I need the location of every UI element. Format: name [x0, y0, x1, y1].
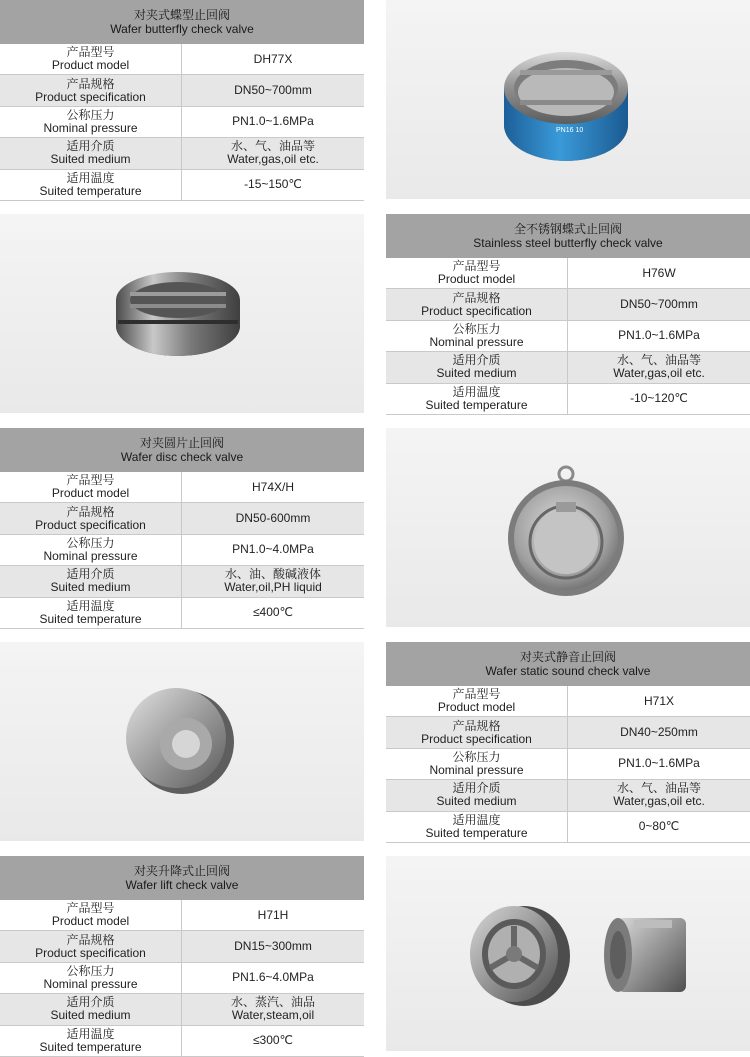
- valve-photo-4: [0, 642, 364, 841]
- row-label-zh: 产品型号: [66, 901, 115, 916]
- row-label-en: Product model: [437, 272, 516, 287]
- table-row: [0, 598, 364, 629]
- table-row: [386, 749, 750, 780]
- row-value: DH77X: [253, 51, 293, 66]
- row-label-en: Product model: [51, 914, 130, 929]
- row-value: PN1.0~1.6MPa: [618, 756, 700, 771]
- spec-table-wafer-lift: [0, 856, 364, 1057]
- row-value: H76W: [642, 265, 676, 280]
- blue-valve-image: [386, 0, 750, 199]
- row-label-zh: 适用温度: [452, 384, 501, 399]
- row-value: DN50-600mm: [235, 511, 311, 526]
- row-label-en: Product model: [437, 700, 516, 715]
- table-row: [386, 812, 750, 843]
- row-label-en: Suited temperature: [425, 397, 528, 412]
- table-row: [0, 75, 364, 106]
- row-label-en: Suited medium: [50, 580, 131, 595]
- row-value: PN1.6~4.0MPa: [232, 970, 314, 985]
- row-label-en: Nominal pressure: [43, 976, 138, 991]
- table-title-zh: 全不锈钢蝶式止回阀: [513, 222, 622, 236]
- row-value-en: Water,gas,oil etc.: [227, 152, 319, 167]
- row-value: 水、蒸汽、油品: [230, 995, 315, 1010]
- table-row: [0, 566, 364, 597]
- row-label-en: Product specification: [421, 731, 532, 746]
- table-title-en: Wafer static sound check valve: [485, 664, 651, 678]
- row-label-en: Suited medium: [436, 366, 517, 381]
- row-value-en: Water,gas,oil etc.: [613, 794, 705, 809]
- row-value: DN50~700mm: [234, 83, 312, 98]
- table-row: [0, 535, 364, 566]
- row-label-zh: 适用介质: [66, 139, 115, 154]
- row-value: PN1.0~1.6MPa: [618, 328, 700, 343]
- row-label-zh: 适用温度: [66, 170, 115, 185]
- row-value: 水、气、油品等: [616, 353, 701, 368]
- row-value: H71H: [257, 907, 289, 922]
- row-label-en: Suited medium: [50, 152, 131, 167]
- table-title-en: Wafer lift check valve: [125, 878, 239, 892]
- row-label-zh: 产品型号: [66, 45, 115, 60]
- table-title-en: Wafer disc check valve: [120, 450, 244, 464]
- row-value: 水、气、油品等: [616, 781, 701, 796]
- table-row: [386, 258, 750, 289]
- table-title-en: Wafer butterfly check valve: [110, 22, 254, 36]
- spec-table-wafer-butterfly: [0, 0, 364, 201]
- table-header: [386, 642, 750, 686]
- disc-valve-image: [386, 428, 750, 627]
- table-row: [0, 44, 364, 75]
- table-row: [386, 717, 750, 748]
- table-row: [0, 170, 364, 201]
- table-row: [0, 900, 364, 931]
- valve-photo-3: [386, 428, 750, 627]
- row-label-zh: 适用温度: [66, 598, 115, 613]
- table-title-en: Stainless steel butterfly check valve: [473, 236, 663, 250]
- row-label-en: Nominal pressure: [429, 334, 524, 349]
- spec-table-stainless-butterfly: [386, 214, 750, 415]
- table-title-zh: 对夹式静音止回阀: [519, 650, 616, 664]
- row-label-en: Suited medium: [436, 794, 517, 809]
- row-label-zh: 产品型号: [452, 259, 501, 274]
- table-row: [386, 384, 750, 415]
- table-row: [0, 994, 364, 1025]
- row-label-zh: 适用温度: [66, 1026, 115, 1041]
- table-row: [0, 138, 364, 169]
- row-value: 水、气、油品等: [230, 139, 315, 154]
- row-label-zh: 产品型号: [452, 687, 501, 702]
- row-value: H71X: [643, 693, 675, 708]
- row-label-en: Product specification: [35, 945, 146, 960]
- row-label-zh: 产品规格: [66, 504, 115, 519]
- table-row: [0, 503, 364, 534]
- table-row: [386, 352, 750, 383]
- row-label-en: Product model: [51, 486, 130, 501]
- row-label-en: Product specification: [35, 517, 146, 532]
- row-label-zh: 适用介质: [66, 995, 115, 1010]
- row-label-zh: 产品规格: [452, 290, 501, 305]
- row-value: -10~120℃: [630, 391, 688, 406]
- row-label-en: Suited medium: [50, 1008, 131, 1023]
- row-label-zh: 产品规格: [452, 718, 501, 733]
- table-header: [0, 428, 364, 472]
- table-row: [386, 686, 750, 717]
- row-label-en: Product model: [51, 58, 130, 73]
- row-label-zh: 适用温度: [452, 812, 501, 827]
- row-value: PN1.0~4.0MPa: [232, 542, 314, 557]
- row-label-zh: 公称压力: [66, 107, 115, 122]
- table-title-zh: 对夹式蝶型止回阀: [133, 8, 230, 22]
- valve-photo-1: [386, 0, 750, 199]
- row-label-zh: 公称压力: [66, 963, 115, 978]
- valve-marking: PN16 10: [556, 127, 584, 134]
- row-value: DN40~250mm: [620, 725, 698, 740]
- row-value: DN15~300mm: [234, 939, 312, 954]
- row-label-en: Nominal pressure: [43, 120, 138, 135]
- table-title-zh: 对夹圆片止回阀: [139, 436, 224, 450]
- row-label-zh: 产品规格: [66, 76, 115, 91]
- valve-photo-5: [386, 856, 750, 1051]
- lift-valves-image: [386, 856, 750, 1051]
- table-row: [0, 1026, 364, 1057]
- row-value: DN50~700mm: [620, 297, 698, 312]
- table-row: [386, 289, 750, 320]
- table-row: [386, 780, 750, 811]
- table-row: [0, 931, 364, 962]
- row-value: -15~150℃: [244, 177, 302, 192]
- table-row: [0, 107, 364, 138]
- row-value-en: Water,oil,PH liquid: [224, 580, 322, 595]
- row-label-en: Nominal pressure: [429, 762, 524, 777]
- stainless-valve-image: [0, 214, 364, 413]
- table-title-zh: 对夹升降式止回阀: [133, 864, 230, 878]
- row-value-en: Water,gas,oil etc.: [613, 366, 705, 381]
- row-label-en: Suited temperature: [39, 611, 142, 626]
- row-label-en: Nominal pressure: [43, 548, 138, 563]
- row-label-zh: 产品规格: [66, 932, 115, 947]
- table-header: [0, 856, 364, 900]
- row-label-zh: 适用介质: [452, 781, 501, 796]
- row-label-en: Product specification: [421, 303, 532, 318]
- row-value-en: Water,steam,oil: [231, 1008, 315, 1023]
- row-label-zh: 适用介质: [66, 567, 115, 582]
- row-label-zh: 公称压力: [452, 749, 501, 764]
- row-label-en: Suited temperature: [425, 825, 528, 840]
- row-label-en: Product specification: [35, 89, 146, 104]
- row-value: 水、油、酸碱液体: [224, 567, 321, 582]
- row-value: 0~80℃: [638, 819, 680, 834]
- row-value: PN1.0~1.6MPa: [232, 114, 314, 129]
- row-label-zh: 产品型号: [66, 473, 115, 488]
- row-label-zh: 公称压力: [66, 535, 115, 550]
- row-label-en: Suited temperature: [39, 183, 142, 198]
- table-header: [386, 214, 750, 258]
- row-label-en: Suited temperature: [39, 1039, 142, 1054]
- table-row: [0, 963, 364, 994]
- row-value: ≤300℃: [252, 1033, 294, 1048]
- static-valve-image: [0, 642, 364, 841]
- row-label-zh: 适用介质: [452, 353, 501, 368]
- table-row: [0, 472, 364, 503]
- row-label-zh: 公称压力: [452, 321, 501, 336]
- spec-table-wafer-disc: [0, 428, 364, 629]
- row-value: H74X/H: [251, 479, 295, 494]
- row-value: ≤400℃: [252, 605, 294, 620]
- table-row: [386, 321, 750, 352]
- spec-table-static-sound: [386, 642, 750, 843]
- valve-photo-2: [0, 214, 364, 413]
- table-header: [0, 0, 364, 44]
